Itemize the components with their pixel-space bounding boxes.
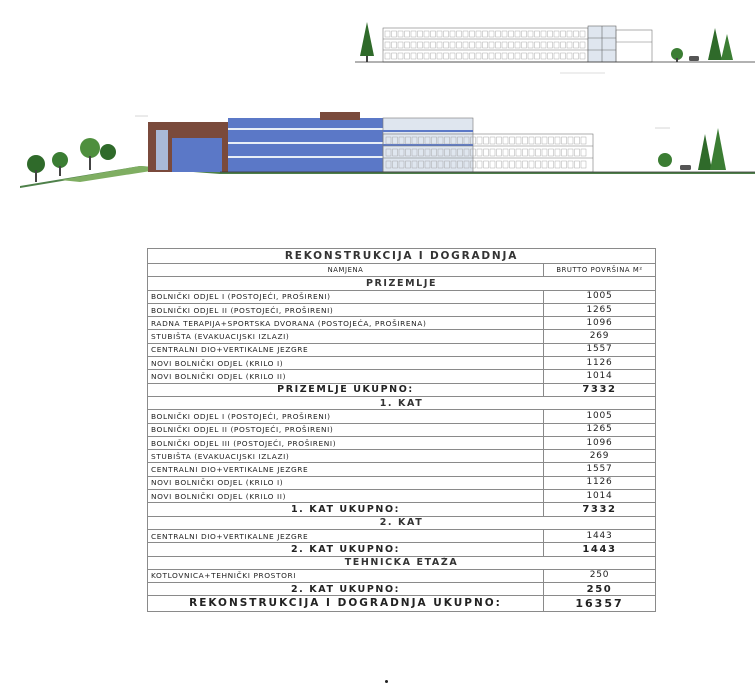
row-label: PRIZEMLJE UKUPNO: <box>148 383 544 396</box>
row-label: BOLNIČKI ODJEL II (POSTOJEĆI, PROŠIRENI) <box>148 303 544 316</box>
row-label: 2. KAT UKUPNO: <box>148 543 544 556</box>
tree-icon <box>721 34 733 60</box>
section-row <box>148 277 656 290</box>
subtotal-row <box>148 543 656 556</box>
section-label: 1. KAT <box>148 396 656 409</box>
row-area-value: 1443 <box>544 543 656 556</box>
subtotal-row <box>148 583 656 596</box>
section-row <box>148 516 656 529</box>
row-area-value: 1557 <box>544 463 656 476</box>
column-header-purpose: NAMJENA <box>148 264 544 277</box>
row-label: CENTRALNI DIO+VERTIKALNE JEZGRE <box>148 343 544 356</box>
row-label: NOVI BOLNIČKI ODJEL (KRILO II) <box>148 370 544 383</box>
building-block <box>383 28 588 62</box>
row-area-value: 1005 <box>544 410 656 423</box>
tree-icon <box>80 138 100 170</box>
row-label: CENTRALNI DIO+VERTIKALNE JEZGRE <box>148 529 544 542</box>
row-area-value: 1126 <box>544 357 656 370</box>
table-row <box>148 410 656 423</box>
table-row <box>148 357 656 370</box>
grand-total-row <box>148 596 656 612</box>
column-header-area: BRUTTO POVRŠINA M² <box>544 264 656 277</box>
table-row <box>148 290 656 303</box>
row-area-value: 7332 <box>544 383 656 396</box>
row-label: STUBIŠTA (EVAKUACIJSKI IZLAZI) <box>148 450 544 463</box>
subtotal-row <box>148 383 656 396</box>
row-area-value: 1014 <box>544 370 656 383</box>
row-area-value: 269 <box>544 450 656 463</box>
section-label: PRIZEMLJE <box>148 277 656 290</box>
tree-icon <box>52 152 68 176</box>
car-icon <box>680 165 691 170</box>
row-area-value: 1557 <box>544 343 656 356</box>
row-label: BOLNIČKI ODJEL II (POSTOJEĆI, PROŠIRENI) <box>148 423 544 436</box>
section-label: TEHNIČKA ETAŽA <box>148 556 656 569</box>
row-label: 1. KAT UKUPNO: <box>148 503 544 516</box>
row-label: 2. KAT UKUPNO: <box>148 583 544 596</box>
row-area-value: 269 <box>544 330 656 343</box>
window-rows <box>385 31 585 59</box>
tree-icon <box>671 48 683 62</box>
table-title: REKONSTRUKCIJA I DOGRADNJA <box>148 249 656 264</box>
table-row <box>148 463 656 476</box>
glass-tower <box>588 26 616 62</box>
row-area-value: 7332 <box>544 503 656 516</box>
section-row <box>148 396 656 409</box>
row-label: BOLNIČKI ODJEL III (POSTOJEĆI, PROŠIRENI) <box>148 436 544 449</box>
table-row <box>148 490 656 503</box>
row-label: BOLNIČKI ODJEL I (POSTOJEĆI, PROŠIRENI) <box>148 290 544 303</box>
tree-icon <box>100 144 116 160</box>
tree-icon <box>698 134 712 170</box>
table-row <box>148 436 656 449</box>
row-label: KOTLOVNICA+TEHNIČKI PROSTORI <box>148 569 544 582</box>
table-row <box>148 450 656 463</box>
glazed-central-block <box>228 112 383 172</box>
subtotal-row <box>148 503 656 516</box>
tree-icon <box>360 22 374 62</box>
row-label: STUBIŠTA (EVAKUACIJSKI IZLAZI) <box>148 330 544 343</box>
table-row <box>148 330 656 343</box>
table-row <box>148 529 656 542</box>
section-row <box>148 556 656 569</box>
tree-icon <box>27 155 45 182</box>
row-area-value: 1096 <box>544 436 656 449</box>
row-label: NOVI BOLNIČKI ODJEL (KRILO I) <box>148 357 544 370</box>
table-row <box>148 476 656 489</box>
row-label: NOVI BOLNIČKI ODJEL (KRILO I) <box>148 476 544 489</box>
row-label: NOVI BOLNIČKI ODJEL (KRILO II) <box>148 490 544 503</box>
row-area-value: 1096 <box>544 317 656 330</box>
row-area-value: 1443 <box>544 529 656 542</box>
table-row <box>148 423 656 436</box>
row-area-value: 1265 <box>544 303 656 316</box>
area-table <box>147 248 656 612</box>
table-row <box>148 317 656 330</box>
tree-icon <box>658 153 672 167</box>
row-area-value: 16357 <box>544 596 656 612</box>
table-row <box>148 370 656 383</box>
row-area-value: 1265 <box>544 423 656 436</box>
car-icon <box>689 56 699 61</box>
row-area-value: 1005 <box>544 290 656 303</box>
row-area-value: 250 <box>544 583 656 596</box>
front-elevation-drawing <box>20 108 755 192</box>
row-label: REKONSTRUKCIJA I DOGRADNJA UKUPNO: <box>148 596 544 612</box>
new-wing-facade <box>148 122 228 172</box>
row-area-value: 1126 <box>544 476 656 489</box>
row-area-value: 1014 <box>544 490 656 503</box>
row-label: RADNA TERAPIJA+SPORTSKA DVORANA (POSTOJEĆA, PROŠIRENA) <box>148 317 544 330</box>
row-label: BOLNIČKI ODJEL I (POSTOJEĆI, PROŠIRENI) <box>148 410 544 423</box>
section-label: 2. KAT <box>148 516 656 529</box>
row-area-value: 250 <box>544 569 656 582</box>
tree-icon <box>708 28 722 60</box>
tree-icon <box>710 128 726 170</box>
row-label: CENTRALNI DIO+VERTIKALNE JEZGRE <box>148 463 544 476</box>
table-row <box>148 343 656 356</box>
table-row <box>148 303 656 316</box>
rear-elevation-drawing <box>355 18 755 80</box>
table-row <box>148 569 656 582</box>
